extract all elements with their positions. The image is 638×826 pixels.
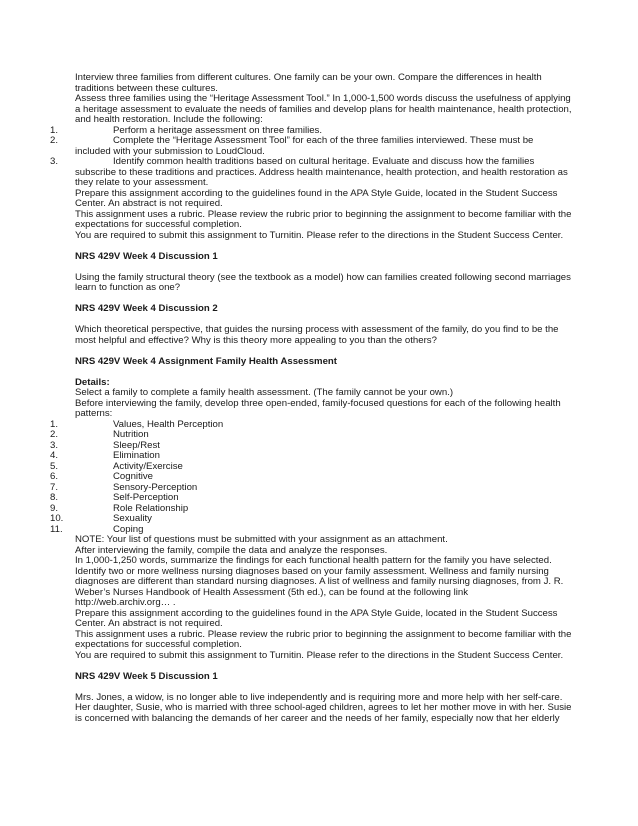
discussion1-body: Using the family structural theory (see the textbook as a model) how can families created following second marriages learn to function as one? [75, 271, 571, 293]
list-number: 2. [50, 135, 59, 146]
list-item-text: Cognitive [113, 471, 153, 482]
discussion3-heading: NRS 429V Week 5 Discussion 1 [75, 670, 218, 682]
assignment1-intro: Interview three families from different cultures. One family can be your own. Compare the differences in health traditions between these cultures. [75, 72, 542, 94]
assignment2-select: Select a family to complete a family health assessment. (The family cannot be your own.) [75, 387, 454, 398]
assignment1-turnitin: You are required to submit this assignment to Turnitin. Please refer to the directions in the Student Success Center. [75, 229, 564, 241]
list-number: 1. [50, 418, 59, 430]
list-item [50, 429, 575, 441]
list-number: 9. [50, 502, 59, 514]
list-item-text: Identify common health traditions based on cultural heritage. Evaluate and discuss how the families [113, 156, 535, 167]
list-item-text: Role Relationship [113, 502, 189, 514]
list-item-text: Elimination [113, 450, 160, 461]
list-item-text: Sleep/Rest [113, 439, 160, 451]
list-number: 8. [50, 492, 59, 503]
assignment1-rubric: This assignment uses a rubric. Please review the rubric prior to beginning the assignment to become familiar with the expectations for successful completion. [75, 208, 572, 230]
list-number: 11. [50, 523, 63, 535]
list-number: 1. [50, 124, 59, 136]
list-number: 4. [50, 450, 59, 461]
document-body [50, 72, 575, 724]
list-number: 3. [50, 156, 59, 167]
list-item [50, 418, 575, 431]
list-item [50, 523, 575, 536]
list-item-text: Sexuality [113, 513, 152, 524]
assignment1-item-3 [50, 156, 575, 189]
health-patterns-list [50, 418, 575, 536]
discussion3-body: Mrs. Jones, a widow, is no longer able to live independently and is requiring more and more help with her self-care. Her daughter, Susie, who is married with three school-aged children, agrees to let her mother move in with her. Susie is concerned with balancing the demands of her career and the needs of her family, especially now that her elderly [75, 691, 572, 724]
assignment2-rubric: This assignment uses a rubric. Please review the rubric prior to beginning the assignment to become familiar with the expectations for successful completion. [75, 628, 572, 650]
assignment1-apa: Prepare this assignment according to the guidelines found in the APA Style Guide, located in the Student Success Center. An abstract is not required. [75, 187, 558, 209]
list-item-text: Sensory-Perception [113, 481, 198, 493]
discussion2-body: Which theoretical perspective, that guides the nursing process with assessment of the family, do you find to be the most helpful and effective? Why is this theory more appealing to you than the others? [75, 324, 559, 346]
list-number: 6. [50, 471, 59, 482]
assignment2-identify: Identify two or more wellness nursing diagnoses based on your family assessment. Wellness and family nursing diagnoses are different than standard nursing diagnoses. A list of wellness and family nursing diagnoses, from J. R. Weber’s Nurses Handbook of Health Assessment (5th ed.), can be found at the following link [75, 565, 564, 598]
list-number: 3. [50, 439, 59, 451]
assignment2-apa: Prepare this assignment according to the guidelines found in the APA Style Guide, located in the Student Success Center. An abstract is not required. [75, 607, 558, 629]
list-item-text: Values, Health Perception [113, 418, 224, 430]
assignment1-item-2 [50, 135, 575, 157]
list-number: 10. [50, 513, 64, 524]
list-item-text: Activity/Exercise [113, 460, 183, 472]
discussion2-heading: NRS 429V Week 4 Discussion 2 [75, 303, 218, 314]
assignment2-note: NOTE: Your list of questions must be submitted with your assignment as an attachment. [75, 534, 448, 545]
list-item [50, 471, 575, 483]
list-item-continuation: included with your submission to LoudCloud. [75, 145, 265, 157]
discussion1-heading: NRS 429V Week 4 Discussion 1 [75, 250, 218, 262]
list-item [50, 450, 575, 462]
assignment2-before: Before interviewing the family, develop three open-ended, family-focused questions for each of the following health patterns: [75, 397, 561, 419]
list-item-text: Complete the “Heritage Assessment Tool” for each of the three families interviewed. These must be [113, 135, 534, 146]
list-number: 5. [50, 460, 59, 472]
assignment2-link[interactable]: http://web.archiv.org… . [75, 597, 176, 608]
list-item [50, 492, 575, 504]
list-item-text: Nutrition [113, 429, 149, 440]
list-number: 2. [50, 429, 59, 440]
details-label: Details: [75, 376, 110, 388]
assignment2-heading: NRS 429V Week 4 Assignment Family Health Assessment [75, 355, 337, 367]
assignment2-summarize: In 1,000-1,250 words, summarize the findings for each functional health pattern for the family you have selected. [75, 555, 552, 566]
assignment1-assess: Assess three families using the “Heritage Assessment Tool.” In 1,000-1,500 words discuss the usefulness of applying a heritage assessment to evaluate the needs of families and develop plans for health maintenance, health protection, and health restoration. Include the following: [75, 93, 572, 125]
list-item-text: Coping [113, 523, 144, 535]
list-item-text: Self-Perception [113, 492, 179, 503]
assignment2-after: After interviewing the family, compile the data and analyze the responses. [75, 544, 388, 556]
list-item-text: Perform a heritage assessment on three families. [113, 124, 323, 136]
list-item-continuation: subscribe to these traditions and practices. Address health maintenance, health protection, and health restoration as they relate to your assessment. [75, 166, 568, 188]
list-item [50, 513, 575, 525]
list-number: 7. [50, 481, 59, 493]
assignment2-turnitin: You are required to submit this assignment to Turnitin. Please refer to the directions in the Student Success Center. [75, 649, 564, 661]
